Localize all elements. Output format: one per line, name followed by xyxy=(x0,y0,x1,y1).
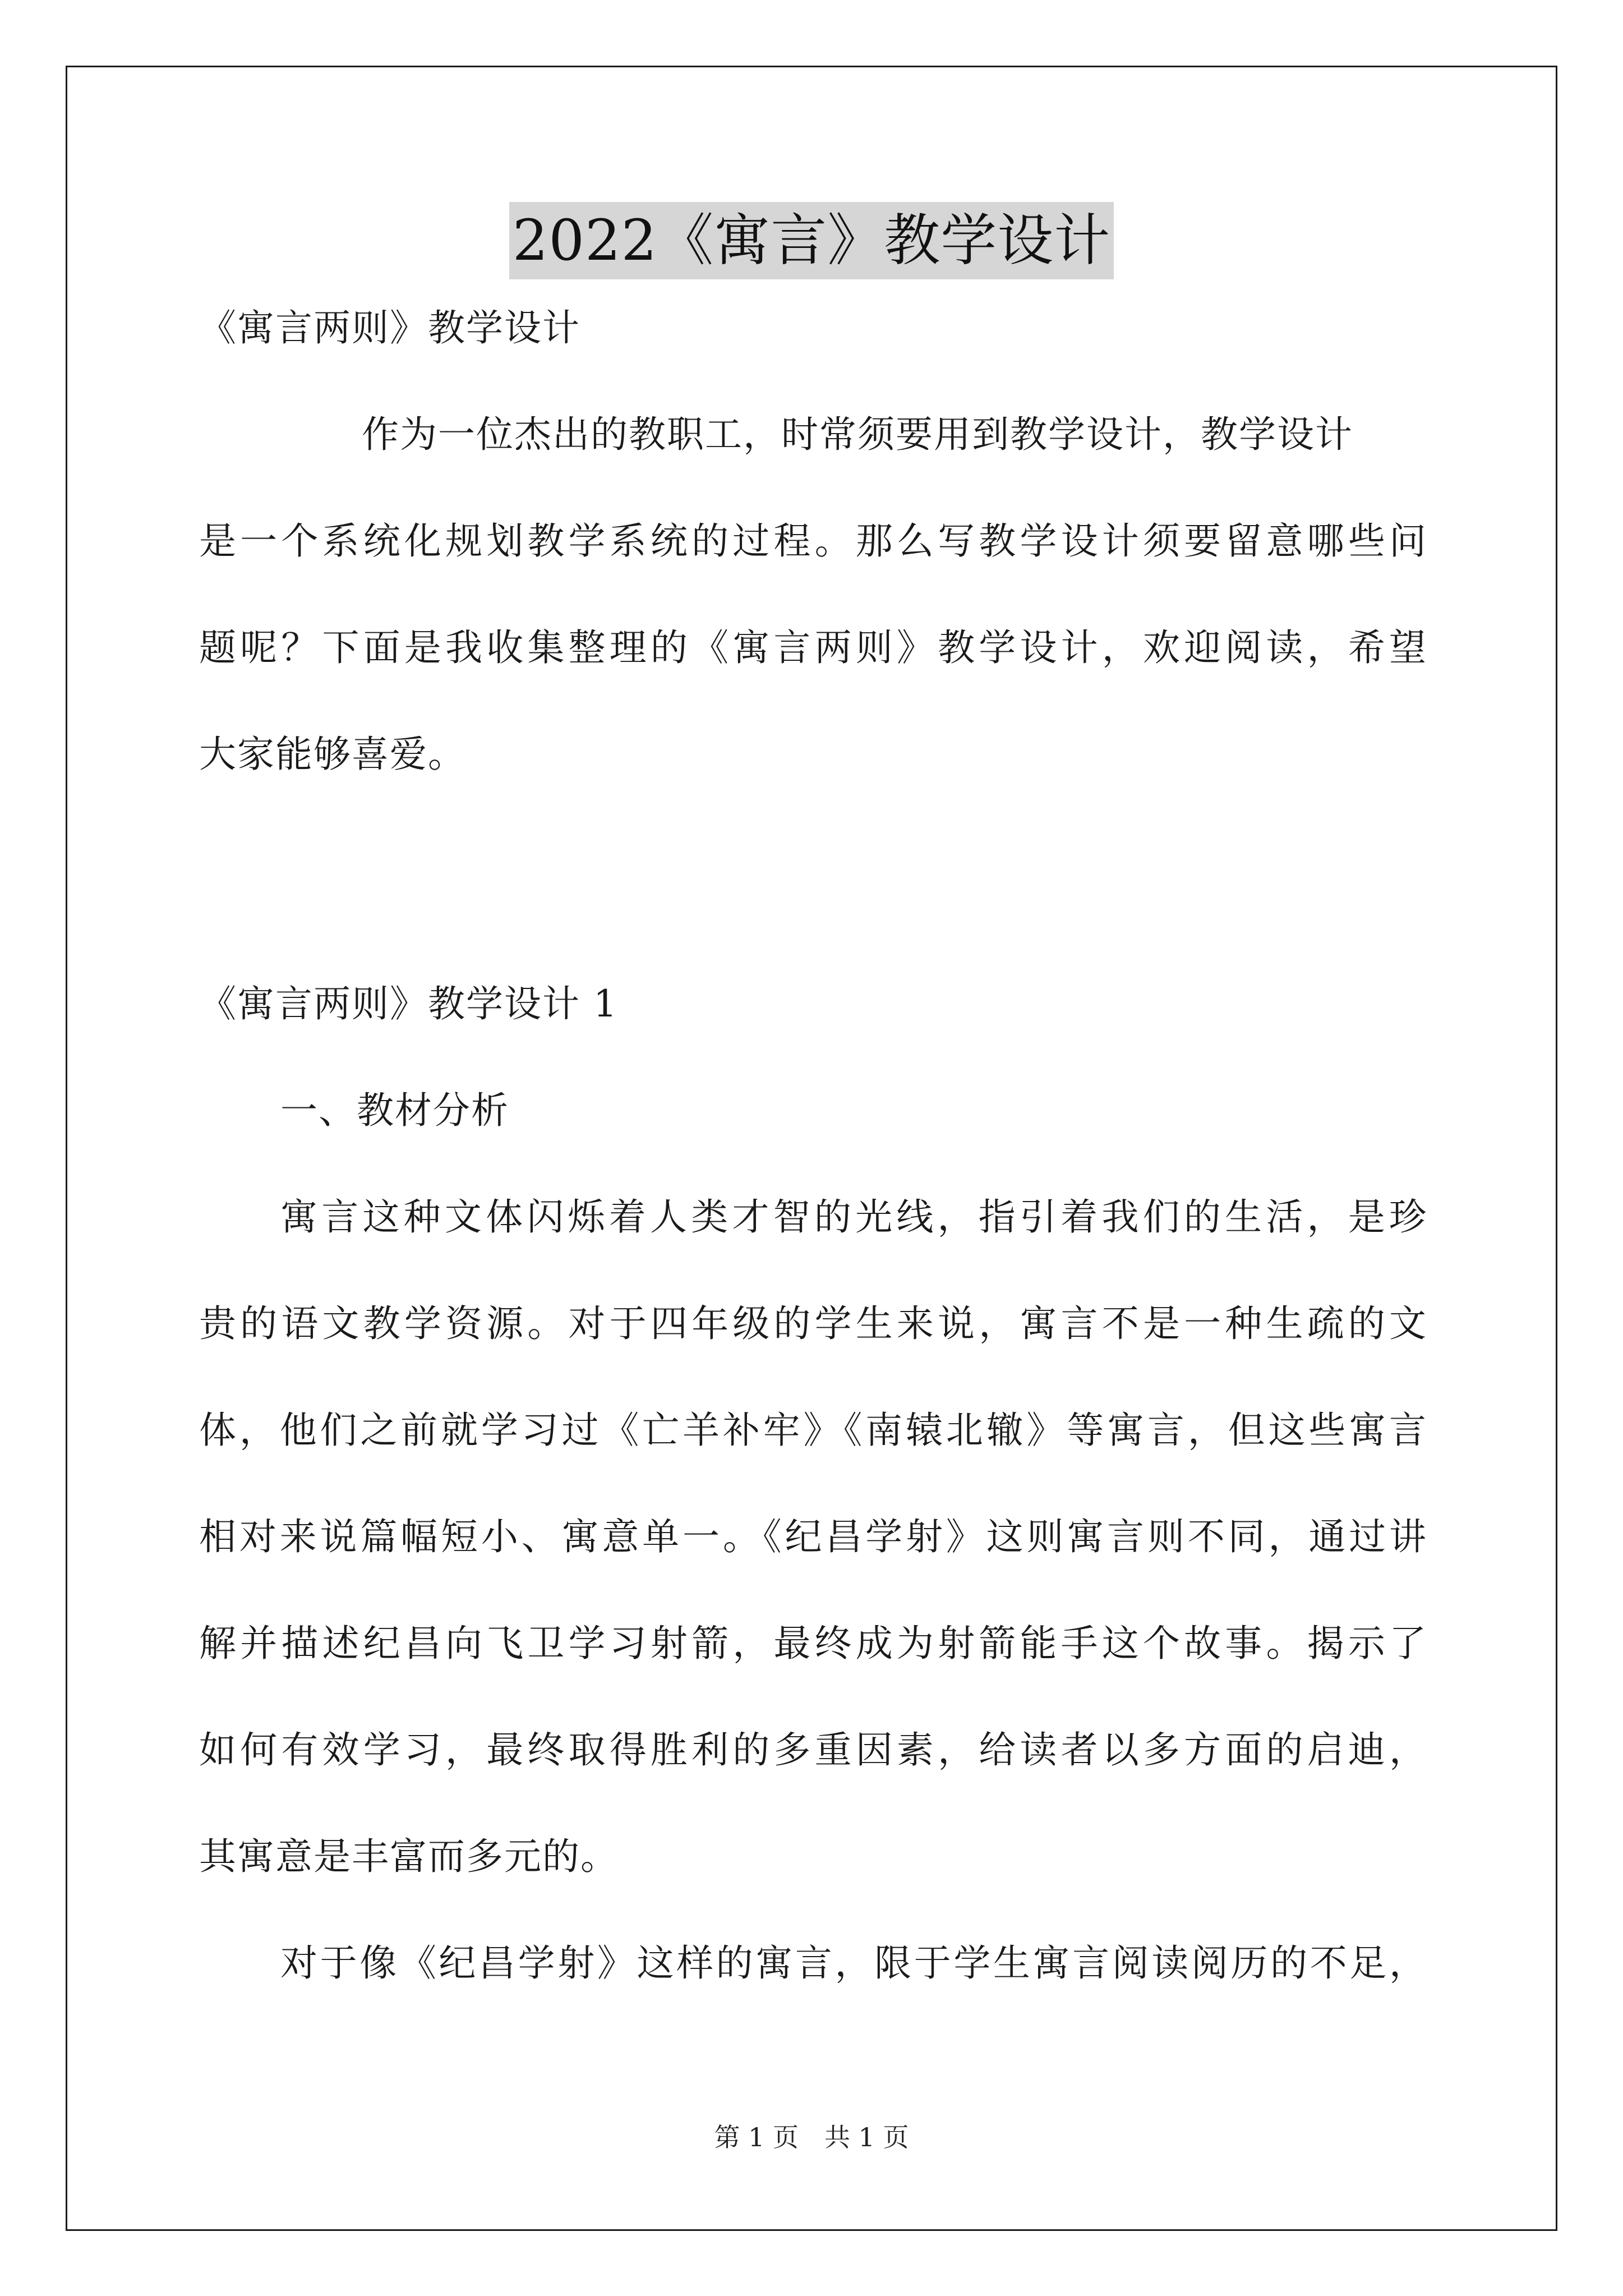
page-border xyxy=(66,66,1557,2231)
paragraph-line: 其寓意是丰富而多元的。 xyxy=(199,1835,619,1878)
paragraph-line: 寓言这种文体闪烁着人类才智的光线，指引着我们的生活，是珍 xyxy=(280,1195,1427,1239)
section-heading: 《寓言两则》教学设计 1 xyxy=(199,982,618,1025)
paragraph-line: 是一个系统化规划教学系统的过程。那么写教学设计须要留意哪些问 xyxy=(199,519,1427,563)
paragraph-line: 对于像《纪昌学射》这样的寓言，限于学生寓言阅读阅历的不足， xyxy=(280,1941,1427,1985)
page-footer: 第 1 页 共 1 页 xyxy=(714,2122,909,2152)
subtitle: 《寓言两则》教学设计 xyxy=(199,306,580,349)
paragraph-line: 题呢？下面是我收集整理的《寓言两则》教学设计，欢迎阅读，希望 xyxy=(199,626,1427,669)
paragraph-line: 解并描述纪昌向飞卫学习射箭，最终成为射箭能手这个故事。揭示了 xyxy=(199,1622,1427,1665)
paragraph-line: 作为一位杰出的教职工，时常须要用到教学设计，教学设计 xyxy=(362,413,1353,456)
subsection-heading: 一、教材分析 xyxy=(280,1089,509,1132)
paragraph-line: 大家能够喜爱。 xyxy=(199,733,466,776)
paragraph-line: 贵的语文教学资源。对于四年级的学生来说，寓言不是一种生疏的文 xyxy=(199,1302,1427,1345)
paragraph-line: 体，他们之前就学习过《亡羊补牢》《南辕北辙》等寓言，但这些寓言 xyxy=(199,1409,1427,1452)
title-container xyxy=(0,202,1623,279)
paragraph-line: 如何有效学习，最终取得胜利的多重因素，给读者以多方面的启迪， xyxy=(199,1728,1427,1772)
document-title: 2022《寓言》教学设计 xyxy=(509,202,1114,279)
paragraph-line: 相对来说篇幅短小、寓意单一。《纪昌学射》这则寓言则不同，通过讲 xyxy=(199,1515,1427,1558)
